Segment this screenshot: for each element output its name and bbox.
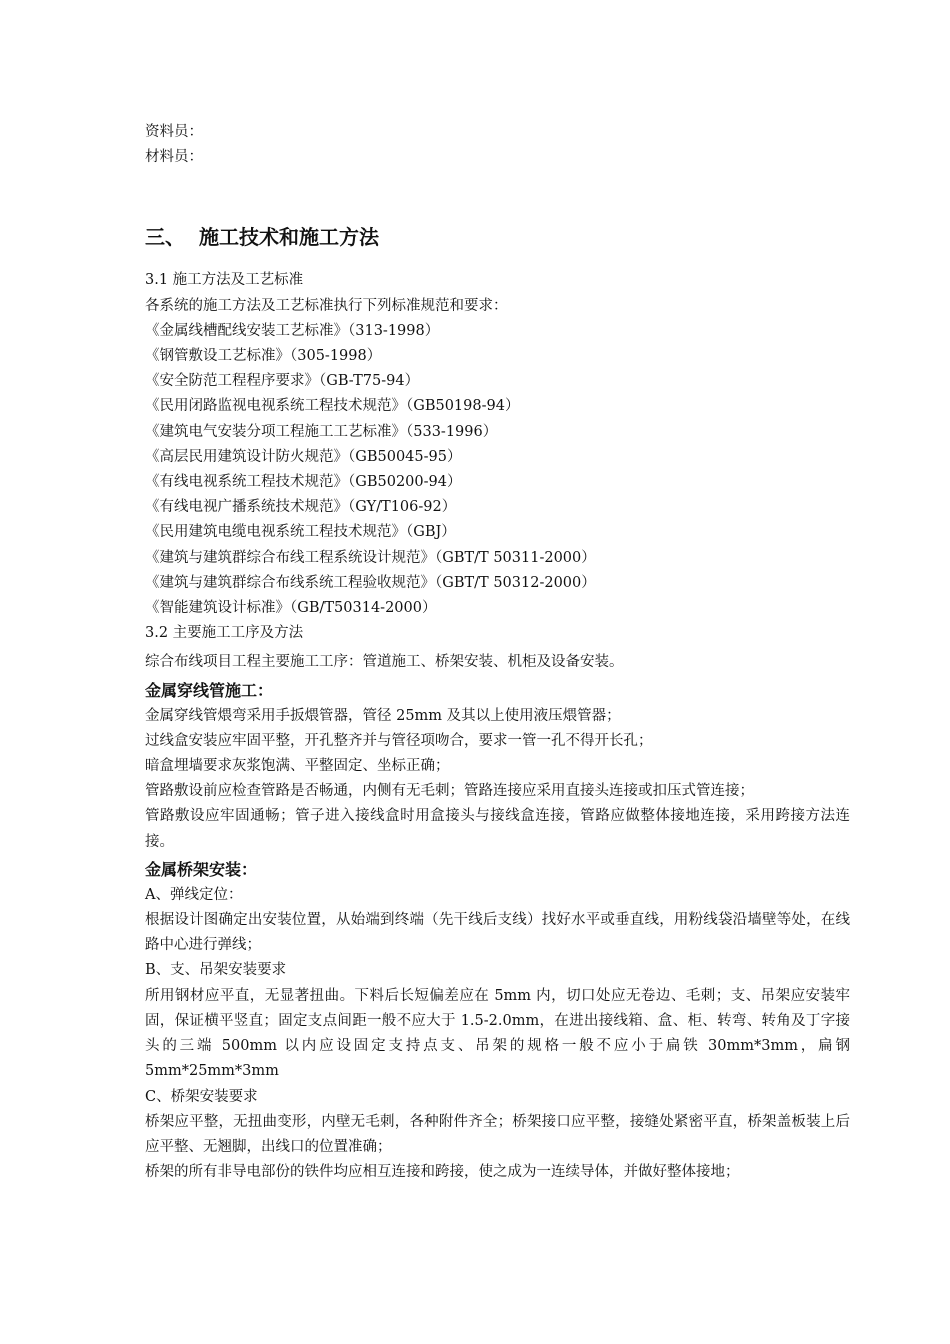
subsection-3-2-title: 3.2 主要施工工序及方法 [145, 625, 304, 642]
standard-item: 《金属线槽配线安装工艺标准》（313-1998） [145, 322, 440, 339]
bridge-step-b-title: B、支、吊架安装要求 [145, 962, 287, 979]
bridge-step-a-title: A、弹线定位： [145, 886, 243, 903]
bridge-step-b-text: 所用钢材应平直，无显著扭曲。下料后长短偏差应在 5mm 内，切口处应无卷边、毛刺；支、吊架应安装牢固，保证横平竖直；固定支点间距一般不应大于 1.5-2.0mm，在进出接线箱、盒、柜、转弯、转角及丁字接头的三端 500mm 以内应设固定支持点支、吊架的规格一般不应小于扁铁 30mm*3mm，扁钢 5mm*25mm*3mm [145, 987, 850, 1080]
standards-list [145, 319, 850, 621]
standard-item: 《民用建筑电缆电视系统工程技术规范》（GBJ） [145, 524, 456, 541]
standard-item: 《有线电视广播系统技术规范》（GY/T106-92） [145, 499, 457, 516]
procedures-intro: 综合布线项目工程主要施工工序：管道施工、桥架安装、机柜及设备安装。 [145, 654, 624, 671]
document-page [145, 120, 850, 1185]
standard-item: 《安全防范工程程序要求》（GB-T75-94） [145, 373, 420, 390]
standard-item: 《建筑电气安装分项工程施工工艺标准》（533-1996） [145, 423, 498, 440]
bridge-step-c-paragraph: 桥架应平整，无扭曲变形，内壁无毛刺，各种附件齐全；桥架接口应平整，接缝处紧密平直，桥架盖板装上后应平整、无翘脚，出线口的位置准确； [145, 1113, 850, 1155]
conduit-paragraph: 管路敷设前应检查管路是否畅通，内侧有无毛刺；管路连接应采用直接头连接或扣压式管连接； [145, 783, 754, 800]
standard-item: 《高层民用建筑设计防火规范》（GB50045-95） [145, 448, 462, 465]
standard-item: 《智能建筑设计标准》（GB/T50314-2000） [145, 600, 437, 617]
conduit-heading: 金属穿线管施工： [145, 680, 274, 700]
section-title [145, 222, 850, 252]
bridge-step-c-title: C、桥架安装要求 [145, 1088, 258, 1105]
standard-item: 《建筑与建筑群综合布线系统工程验收规范》（GBT/T 50312-2000） [145, 574, 596, 591]
bridge-step-a-text: 根据设计图确定出安装位置，从始端到终端（先干线后支线）找好水平或垂直线，用粉线袋沿墙壁等处，在线路中心进行弹线； [145, 912, 850, 954]
standard-item: 《建筑与建筑群综合布线工程系统设计规范》（GBT/T 50311-2000） [145, 549, 596, 566]
conduit-paragraph: 过线盒安装应牢固平整，开孔整齐并与管径项吻合，要求一管一孔不得开长孔； [145, 732, 653, 749]
conduit-paragraph: 暗盒埋墙要求灰浆饱满、平整固定、坐标正确； [145, 758, 450, 775]
bridge-step-c-paragraph: 桥架的所有非导电部份的铁件均应相互连接和跨接，使之成为一连续导体，并做好整体接地； [145, 1164, 740, 1181]
conduit-paragraph: 金属穿线管煨弯采用手扳煨管器，管径 25mm 及其以上使用液压煨管器； [145, 707, 621, 724]
section-title-text: 施工技术和施工方法 [199, 225, 379, 250]
staff-material-clerk: 材料员： [145, 149, 203, 166]
standards-intro: 各系统的施工方法及工艺标准执行下列标准规范和要求： [145, 297, 508, 314]
conduit-paragraph: 管路敷设应牢固通畅；管子进入接线盒时用盒接头与接线盒连接，管路应做整体接地连接，采用跨接方法连接。 [145, 808, 850, 850]
bridge-heading: 金属桥架安装： [145, 859, 258, 879]
standard-item: 《有线电视系统工程技术规范》（GB50200-94） [145, 474, 462, 491]
standard-item: 《民用闭路监视电视系统工程技术规范》（GB50198-94） [145, 398, 520, 415]
standard-item: 《钢管敷设工艺标准》（305-1998） [145, 348, 382, 365]
subsection-3-1-title: 3.1 施工方法及工艺标准 [145, 272, 304, 289]
staff-document-clerk: 资料员： [145, 124, 203, 140]
section-number: 三、 [145, 225, 185, 250]
